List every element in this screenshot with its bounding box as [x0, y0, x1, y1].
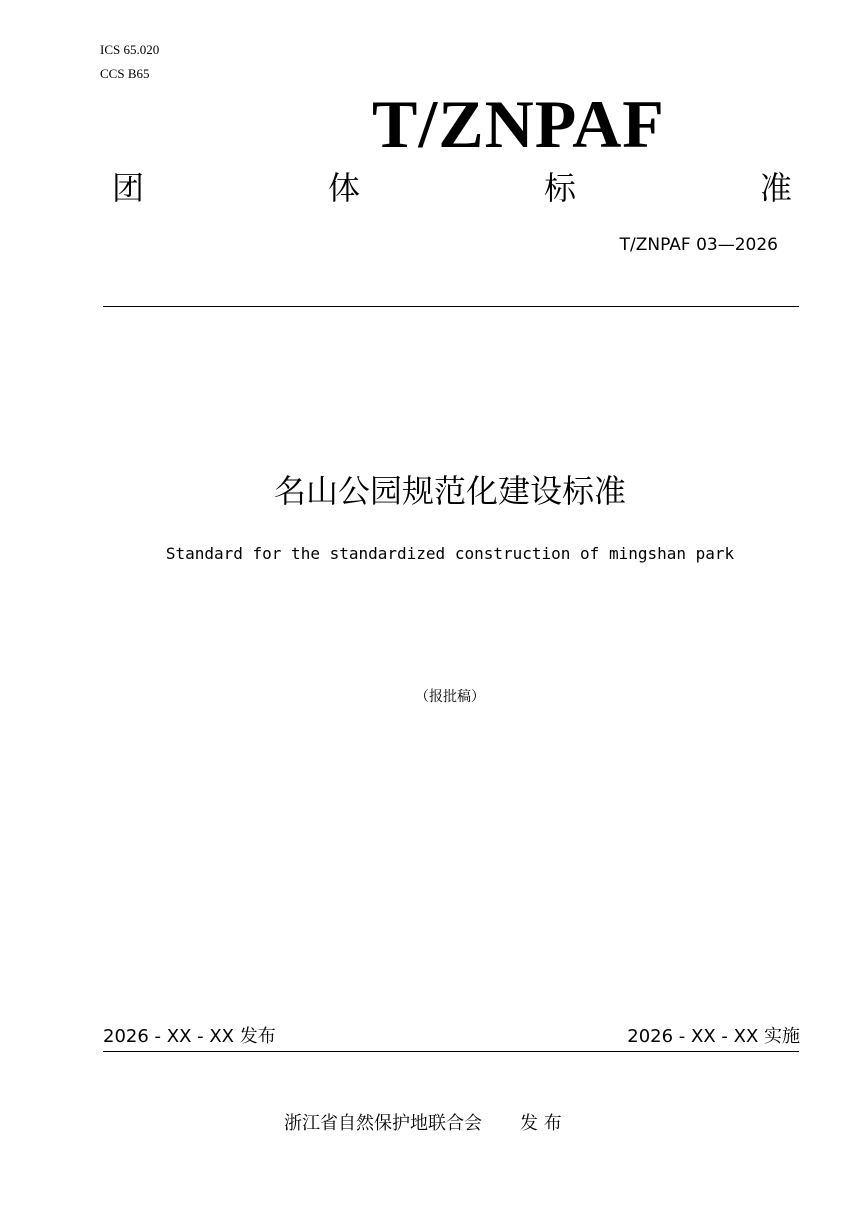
- ccs-code: CCS B65: [100, 66, 150, 81]
- issue-date: 2026 - XX - XX 发布: [103, 1026, 276, 1047]
- bottom-divider: [103, 1051, 799, 1052]
- implementation-date: 2026 - XX - XX 实施: [627, 1026, 800, 1047]
- standard-type-char: 团: [112, 169, 145, 207]
- publisher-line: [284, 1111, 562, 1137]
- top-divider: [103, 306, 799, 307]
- draft-status: （报批稿）: [415, 689, 485, 705]
- standard-code-heading: T/ZNPAF: [372, 86, 665, 162]
- document-title-chinese: 名山公园规范化建设标准: [273, 472, 626, 510]
- standard-type-char: 准: [759, 169, 792, 207]
- publisher-name: 浙江省自然保护地联合会: [284, 1113, 482, 1134]
- standard-type-char: 体: [327, 169, 360, 207]
- standard-type-char: 标: [543, 169, 576, 207]
- publish-label: 发 布: [520, 1113, 562, 1134]
- standard-number: T/ZNPAF 03—2026: [619, 235, 778, 255]
- document-title-english: Standard for the standardized construction of mingshan park: [165, 544, 735, 563]
- standard-type-heading: [112, 166, 792, 210]
- ics-code: ICS 65.020: [100, 42, 160, 57]
